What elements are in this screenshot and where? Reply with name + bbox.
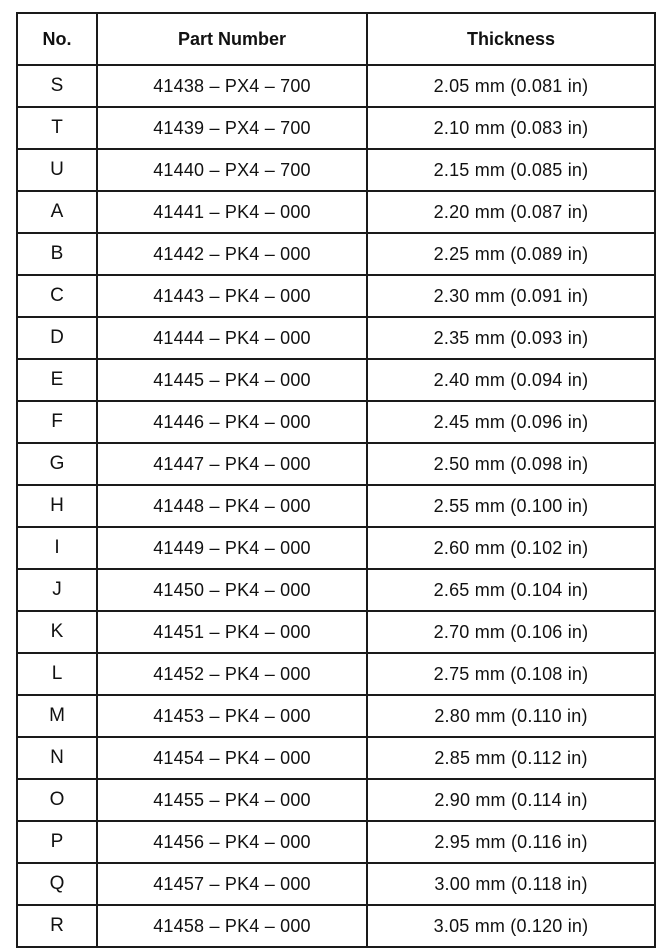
- shim-no-cell: H: [17, 485, 97, 527]
- column-header-part-number: Part Number: [97, 13, 367, 65]
- table-row: [17, 527, 655, 569]
- table-row: [17, 863, 655, 905]
- shim-selection-table: [16, 12, 656, 948]
- table-row: [17, 401, 655, 443]
- part-number-cell: 41441 – PK4 – 000: [97, 191, 367, 233]
- part-number-cell: 41451 – PK4 – 000: [97, 611, 367, 653]
- table-row: [17, 905, 655, 947]
- shim-no-cell: N: [17, 737, 97, 779]
- thickness-cell: 2.05 mm (0.081 in): [367, 65, 655, 107]
- table-row: [17, 233, 655, 275]
- table-row: [17, 821, 655, 863]
- shim-no-cell: C: [17, 275, 97, 317]
- thickness-cell: 2.95 mm (0.116 in): [367, 821, 655, 863]
- thickness-cell: 2.30 mm (0.091 in): [367, 275, 655, 317]
- table-row: [17, 569, 655, 611]
- part-number-cell: 41457 – PK4 – 000: [97, 863, 367, 905]
- shim-no-cell: G: [17, 443, 97, 485]
- shim-no-cell: L: [17, 653, 97, 695]
- part-number-cell: 41442 – PK4 – 000: [97, 233, 367, 275]
- thickness-cell: 2.25 mm (0.089 in): [367, 233, 655, 275]
- thickness-cell: 2.20 mm (0.087 in): [367, 191, 655, 233]
- thickness-cell: 3.00 mm (0.118 in): [367, 863, 655, 905]
- thickness-cell: 3.05 mm (0.120 in): [367, 905, 655, 947]
- thickness-cell: 2.35 mm (0.093 in): [367, 317, 655, 359]
- part-number-cell: 41438 – PX4 – 700: [97, 65, 367, 107]
- part-number-cell: 41447 – PK4 – 000: [97, 443, 367, 485]
- table-row: [17, 65, 655, 107]
- shim-no-cell: B: [17, 233, 97, 275]
- thickness-cell: 2.80 mm (0.110 in): [367, 695, 655, 737]
- shim-no-cell: O: [17, 779, 97, 821]
- thickness-cell: 2.60 mm (0.102 in): [367, 527, 655, 569]
- shim-no-cell: T: [17, 107, 97, 149]
- column-header-no: No.: [17, 13, 97, 65]
- part-number-cell: 41453 – PK4 – 000: [97, 695, 367, 737]
- shim-no-cell: A: [17, 191, 97, 233]
- shim-no-cell: P: [17, 821, 97, 863]
- shim-no-cell: Q: [17, 863, 97, 905]
- part-number-cell: 41458 – PK4 – 000: [97, 905, 367, 947]
- shim-no-cell: M: [17, 695, 97, 737]
- part-number-cell: 41444 – PK4 – 000: [97, 317, 367, 359]
- thickness-cell: 2.70 mm (0.106 in): [367, 611, 655, 653]
- table-body: [17, 65, 655, 947]
- part-number-cell: 41455 – PK4 – 000: [97, 779, 367, 821]
- part-number-cell: 41450 – PK4 – 000: [97, 569, 367, 611]
- thickness-cell: 2.15 mm (0.085 in): [367, 149, 655, 191]
- thickness-cell: 2.85 mm (0.112 in): [367, 737, 655, 779]
- part-number-cell: 41454 – PK4 – 000: [97, 737, 367, 779]
- thickness-cell: 2.10 mm (0.083 in): [367, 107, 655, 149]
- table-row: [17, 695, 655, 737]
- table-row: [17, 149, 655, 191]
- part-number-cell: 41439 – PX4 – 700: [97, 107, 367, 149]
- part-number-cell: 41448 – PK4 – 000: [97, 485, 367, 527]
- table-row: [17, 191, 655, 233]
- thickness-cell: 2.90 mm (0.114 in): [367, 779, 655, 821]
- table-row: [17, 611, 655, 653]
- part-number-cell: 41443 – PK4 – 000: [97, 275, 367, 317]
- table-row: [17, 653, 655, 695]
- part-number-cell: 41445 – PK4 – 000: [97, 359, 367, 401]
- thickness-cell: 2.50 mm (0.098 in): [367, 443, 655, 485]
- thickness-cell: 2.45 mm (0.096 in): [367, 401, 655, 443]
- part-number-cell: 41440 – PX4 – 700: [97, 149, 367, 191]
- header-row: [17, 13, 655, 65]
- table-header: [17, 13, 655, 65]
- table-row: [17, 275, 655, 317]
- thickness-cell: 2.40 mm (0.094 in): [367, 359, 655, 401]
- thickness-cell: 2.55 mm (0.100 in): [367, 485, 655, 527]
- table-row: [17, 107, 655, 149]
- shim-no-cell: S: [17, 65, 97, 107]
- part-number-cell: 41456 – PK4 – 000: [97, 821, 367, 863]
- shim-no-cell: K: [17, 611, 97, 653]
- thickness-cell: 2.75 mm (0.108 in): [367, 653, 655, 695]
- part-number-cell: 41449 – PK4 – 000: [97, 527, 367, 569]
- shim-no-cell: R: [17, 905, 97, 947]
- table-row: [17, 359, 655, 401]
- part-number-cell: 41446 – PK4 – 000: [97, 401, 367, 443]
- part-number-cell: 41452 – PK4 – 000: [97, 653, 367, 695]
- thickness-cell: 2.65 mm (0.104 in): [367, 569, 655, 611]
- table-row: [17, 317, 655, 359]
- column-header-thickness: Thickness: [367, 13, 655, 65]
- table-row: [17, 485, 655, 527]
- shim-no-cell: F: [17, 401, 97, 443]
- table-row: [17, 779, 655, 821]
- table-row: [17, 737, 655, 779]
- shim-no-cell: E: [17, 359, 97, 401]
- shim-no-cell: J: [17, 569, 97, 611]
- shim-no-cell: U: [17, 149, 97, 191]
- shim-no-cell: I: [17, 527, 97, 569]
- table-row: [17, 443, 655, 485]
- shim-no-cell: D: [17, 317, 97, 359]
